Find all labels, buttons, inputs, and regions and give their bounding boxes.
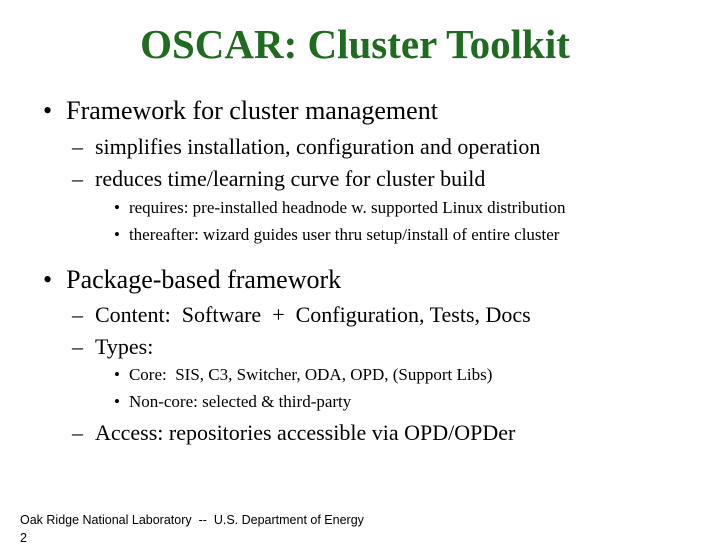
sub-bullet-item [72, 136, 540, 158]
dash-marker: – [72, 334, 83, 359]
sub-bullet-item [72, 336, 153, 358]
sub-bullet-text: reduces time/learning curve for cluster build [95, 166, 486, 191]
bullet-marker: • [43, 96, 53, 125]
sub-bullet-text: Types: [95, 334, 154, 359]
bullet-marker: • [114, 392, 120, 411]
bullet-marker: • [114, 225, 120, 244]
sub-sub-bullet-text: Core: SIS, C3, Switcher, ODA, OPD, (Support Libs) [128, 365, 493, 384]
bullet-item [43, 267, 341, 293]
sub-sub-bullet-item [114, 366, 492, 383]
dash-marker: – [72, 166, 83, 191]
sub-sub-bullet-text: Non-core: selected & third-party [128, 392, 352, 411]
sub-bullet-text: Content: Software + Configuration, Tests, Docs [95, 302, 531, 327]
bullet-marker: • [43, 265, 53, 294]
dash-marker: – [72, 134, 83, 159]
sub-sub-bullet-item [114, 199, 566, 216]
dash-marker: – [72, 302, 83, 327]
sub-bullet-text: simplifies installation, configuration and operation [95, 134, 541, 159]
sub-sub-bullet-text: requires: pre-installed headnode w. supported Linux distribution [128, 198, 566, 217]
sub-bullet-text: Access: repositories accessible via OPD/OPDer [95, 420, 516, 445]
footer-text: Oak Ridge National Laboratory -- U.S. Department of Energy [20, 513, 364, 527]
bullet-text: Framework for cluster management [66, 96, 438, 125]
sub-sub-bullet-item [114, 226, 559, 243]
bullet-item [43, 98, 438, 124]
sub-bullet-item [72, 168, 485, 190]
dash-marker: – [72, 420, 83, 445]
sub-bullet-item [72, 304, 531, 326]
sub-bullet-item [72, 422, 515, 444]
slide-title: OSCAR: Cluster Toolkit [140, 21, 570, 67]
page-number: 2 [20, 531, 27, 545]
bullet-text: Package-based framework [66, 265, 342, 294]
bullet-marker: • [114, 365, 120, 384]
sub-sub-bullet-text: thereafter: wizard guides user thru setup/install of entire cluster [128, 225, 560, 244]
bullet-marker: • [114, 198, 120, 217]
sub-sub-bullet-item [114, 393, 351, 410]
